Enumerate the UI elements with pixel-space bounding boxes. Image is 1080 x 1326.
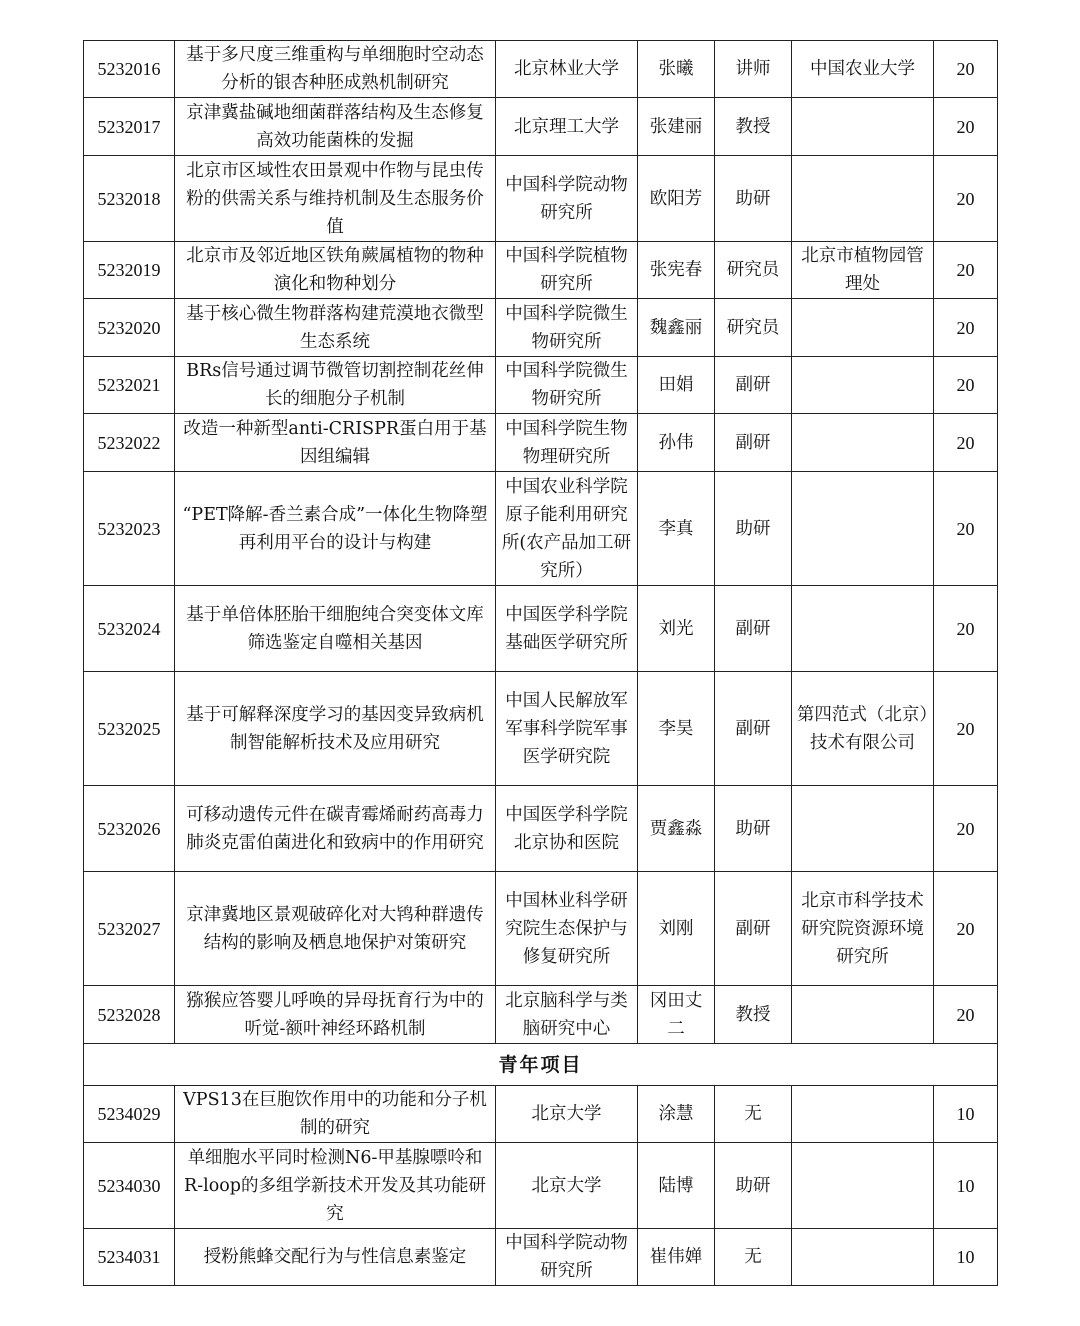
institution-cell: 北京林业大学 [496, 41, 638, 98]
project-title-cell: 京津冀地区景观破碎化对大鸨种群遗传结构的影响及栖息地保护对策研究 [175, 872, 496, 986]
table-row [84, 357, 998, 414]
table-row [84, 1086, 998, 1143]
project-code-cell: 5234031 [84, 1229, 175, 1286]
funding-amount-cell: 20 [934, 986, 998, 1044]
table-row [84, 1229, 998, 1286]
institution-cell: 中国科学院生物物理研究所 [496, 414, 638, 472]
partner-institution-cell [792, 98, 934, 156]
project-code-cell: 5232022 [84, 414, 175, 472]
funding-amount-cell: 20 [934, 357, 998, 414]
table-row [84, 156, 998, 242]
title-rank-cell: 副研 [715, 872, 792, 986]
title-rank-cell: 教授 [715, 98, 792, 156]
partner-institution-cell [792, 986, 934, 1044]
project-code-cell: 5232020 [84, 299, 175, 357]
institution-cell: 中国科学院微生物研究所 [496, 357, 638, 414]
table-row [84, 299, 998, 357]
leader-name-cell: 田娟 [638, 357, 715, 414]
table-row [84, 986, 998, 1044]
institution-cell: 中国林业科学研究院生态保护与修复研究所 [496, 872, 638, 986]
leader-name-cell: 涂慧 [638, 1086, 715, 1143]
leader-name-cell: 孙伟 [638, 414, 715, 472]
project-title-cell: 基于单倍体胚胎干细胞纯合突变体文库筛选鉴定自噬相关基因 [175, 586, 496, 672]
section-title: 青年项目 [84, 1044, 998, 1086]
project-code-cell: 5232028 [84, 986, 175, 1044]
funding-amount-cell: 20 [934, 586, 998, 672]
leader-name-cell: 贾鑫淼 [638, 786, 715, 872]
project-title-cell: “PET降解-香兰素合成”一体化生物降塑再利用平台的设计与构建 [175, 472, 496, 586]
funding-amount-cell: 20 [934, 672, 998, 786]
title-rank-cell: 副研 [715, 672, 792, 786]
leader-name-cell: 张建丽 [638, 98, 715, 156]
project-title-cell: VPS13在巨胞饮作用中的功能和分子机制的研究 [175, 1086, 496, 1143]
leader-name-cell: 欧阳芳 [638, 156, 715, 242]
partner-institution-cell [792, 1086, 934, 1143]
title-rank-cell: 助研 [715, 786, 792, 872]
funding-amount-cell: 20 [934, 156, 998, 242]
partner-institution-cell: 中国农业大学 [792, 41, 934, 98]
leader-name-cell: 李昊 [638, 672, 715, 786]
project-title-cell: 北京市及邻近地区铁角蕨属植物的物种演化和物种划分 [175, 242, 496, 299]
table-row [84, 41, 998, 98]
funding-amount-cell: 20 [934, 786, 998, 872]
partner-institution-cell: 北京市科学技术研究院资源环境研究所 [792, 872, 934, 986]
table-row [84, 586, 998, 672]
funding-amount-cell: 20 [934, 872, 998, 986]
title-rank-cell: 研究员 [715, 299, 792, 357]
project-code-cell: 5232018 [84, 156, 175, 242]
institution-cell: 中国科学院动物研究所 [496, 156, 638, 242]
institution-cell: 中国科学院微生物研究所 [496, 299, 638, 357]
title-rank-cell: 副研 [715, 357, 792, 414]
project-code-cell: 5232016 [84, 41, 175, 98]
project-code-cell: 5232026 [84, 786, 175, 872]
section-header-row [84, 1044, 998, 1086]
project-title-cell: 改造一种新型anti-CRISPR蛋白用于基因组编辑 [175, 414, 496, 472]
table-row [84, 472, 998, 586]
institution-cell: 北京脑科学与类脑研究中心 [496, 986, 638, 1044]
partner-institution-cell [792, 156, 934, 242]
institution-cell: 中国医学科学院北京协和医院 [496, 786, 638, 872]
institution-cell: 中国人民解放军军事科学院军事医学研究院 [496, 672, 638, 786]
leader-name-cell: 刘光 [638, 586, 715, 672]
partner-institution-cell [792, 414, 934, 472]
project-title-cell: BRs信号通过调节微管切割控制花丝伸长的细胞分子机制 [175, 357, 496, 414]
institution-cell: 北京大学 [496, 1086, 638, 1143]
table-row [84, 414, 998, 472]
project-table [83, 40, 998, 1286]
partner-institution-cell: 北京市植物园管理处 [792, 242, 934, 299]
project-title-cell: 基于核心微生物群落构建荒漠地衣微型生态系统 [175, 299, 496, 357]
project-code-cell: 5232024 [84, 586, 175, 672]
funding-amount-cell: 10 [934, 1229, 998, 1286]
project-code-cell: 5232023 [84, 472, 175, 586]
institution-cell: 北京大学 [496, 1143, 638, 1229]
title-rank-cell: 助研 [715, 156, 792, 242]
project-code-cell: 5232021 [84, 357, 175, 414]
partner-institution-cell [792, 299, 934, 357]
project-title-cell: 授粉熊蜂交配行为与性信息素鉴定 [175, 1229, 496, 1286]
table-row [84, 242, 998, 299]
project-title-cell: 可移动遗传元件在碳青霉烯耐药高毒力肺炎克雷伯菌进化和致病中的作用研究 [175, 786, 496, 872]
funding-amount-cell: 10 [934, 1143, 998, 1229]
funding-amount-cell: 20 [934, 414, 998, 472]
title-rank-cell: 无 [715, 1086, 792, 1143]
table-body [84, 41, 998, 1286]
table-row [84, 1143, 998, 1229]
title-rank-cell: 副研 [715, 586, 792, 672]
title-rank-cell: 教授 [715, 986, 792, 1044]
institution-cell: 中国农业科学院原子能利用研究所(农产品加工研究所） [496, 472, 638, 586]
partner-institution-cell [792, 472, 934, 586]
table-row [84, 672, 998, 786]
project-title-cell: 猕猴应答婴儿呼唤的异母抚育行为中的听觉-额叶神经环路机制 [175, 986, 496, 1044]
funding-amount-cell: 20 [934, 98, 998, 156]
partner-institution-cell [792, 1143, 934, 1229]
project-code-cell: 5232025 [84, 672, 175, 786]
institution-cell: 北京理工大学 [496, 98, 638, 156]
institution-cell: 中国科学院动物研究所 [496, 1229, 638, 1286]
project-title-cell: 单细胞水平同时检测N6-甲基腺嘌呤和R-loop的多组学新技术开发及其功能研究 [175, 1143, 496, 1229]
table-row [84, 872, 998, 986]
project-code-cell: 5232027 [84, 872, 175, 986]
project-title-cell: 基于可解释深度学习的基因变异致病机制智能解析技术及应用研究 [175, 672, 496, 786]
institution-cell: 中国科学院植物研究所 [496, 242, 638, 299]
partner-institution-cell [792, 1229, 934, 1286]
leader-name-cell: 冈田丈二 [638, 986, 715, 1044]
title-rank-cell: 助研 [715, 472, 792, 586]
title-rank-cell: 副研 [715, 414, 792, 472]
institution-cell: 中国医学科学院基础医学研究所 [496, 586, 638, 672]
partner-institution-cell [792, 586, 934, 672]
title-rank-cell: 助研 [715, 1143, 792, 1229]
project-title-cell: 京津冀盐碱地细菌群落结构及生态修复高效功能菌株的发掘 [175, 98, 496, 156]
funding-amount-cell: 20 [934, 472, 998, 586]
title-rank-cell: 研究员 [715, 242, 792, 299]
partner-institution-cell: 第四范式（北京）技术有限公司 [792, 672, 934, 786]
funding-amount-cell: 10 [934, 1086, 998, 1143]
funding-amount-cell: 20 [934, 242, 998, 299]
title-rank-cell: 无 [715, 1229, 792, 1286]
project-code-cell: 5234030 [84, 1143, 175, 1229]
leader-name-cell: 崔伟婵 [638, 1229, 715, 1286]
title-rank-cell: 讲师 [715, 41, 792, 98]
table-row [84, 98, 998, 156]
project-code-cell: 5234029 [84, 1086, 175, 1143]
project-title-cell: 基于多尺度三维重构与单细胞时空动态分析的银杏种胚成熟机制研究 [175, 41, 496, 98]
leader-name-cell: 魏鑫丽 [638, 299, 715, 357]
leader-name-cell: 张曦 [638, 41, 715, 98]
project-code-cell: 5232019 [84, 242, 175, 299]
project-code-cell: 5232017 [84, 98, 175, 156]
partner-institution-cell [792, 357, 934, 414]
funding-amount-cell: 20 [934, 299, 998, 357]
partner-institution-cell [792, 786, 934, 872]
leader-name-cell: 刘刚 [638, 872, 715, 986]
leader-name-cell: 陆博 [638, 1143, 715, 1229]
table-row [84, 786, 998, 872]
leader-name-cell: 张宪春 [638, 242, 715, 299]
project-title-cell: 北京市区域性农田景观中作物与昆虫传粉的供需关系与维持机制及生态服务价值 [175, 156, 496, 242]
leader-name-cell: 李真 [638, 472, 715, 586]
funding-amount-cell: 20 [934, 41, 998, 98]
